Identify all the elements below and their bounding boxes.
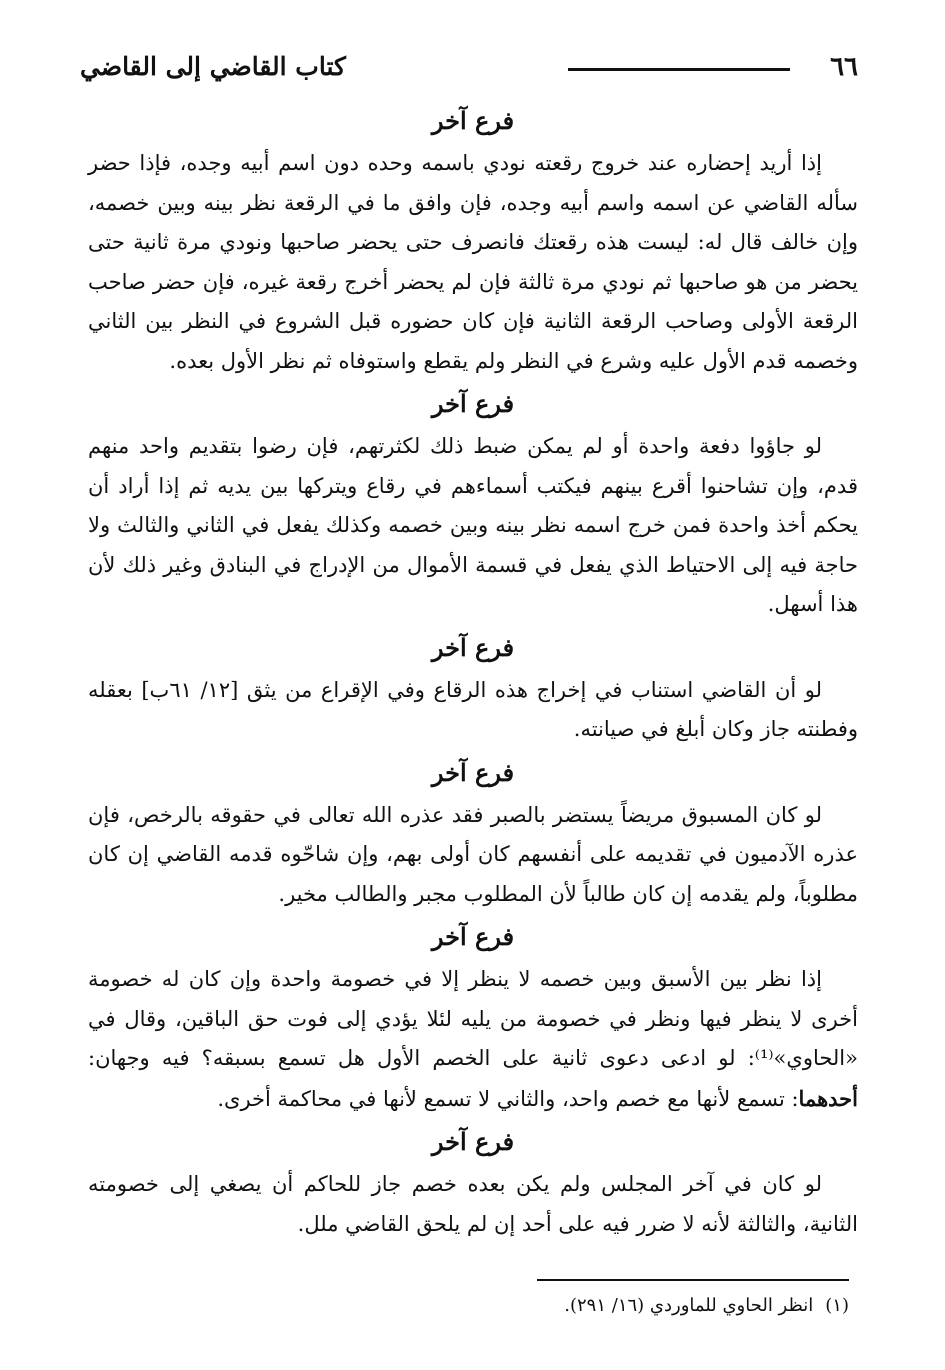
section-paragraph: لو أن القاضي استناب في إخراج هذه الرقاع وفي الإقراع من يثق [١٢/ ٦١ب] بعقله وفطنته جاز وكان أبلغ في صيانته. bbox=[88, 677, 858, 741]
footnote-marker: (١) bbox=[825, 1295, 849, 1316]
section-paragraph bbox=[88, 960, 858, 1119]
section-paragraph: لو جاؤوا دفعة واحدة أو لم يمكن ضبط ذلك لكثرتهم، فإن رضوا بتقديم واحد منهم قدم، وإن تشاحنوا أقرع بينهم فيكتب أسماءهم في رقاع ويتركها بين يديه ثم إذا أراد أن يحكم أخذ واحدة فمن خرج اسمه نظر بينه وبين خصمه وكذلك يفعل في الثاني والثالث ولا حاجة فيه إلى الاحتياط الذي يفعل في قسمة الأموال من الإدراج في البنادق وغير ذلك لأن هذا أسهل. bbox=[88, 434, 858, 616]
section-paragraph: لو كان في آخر المجلس ولم يكن بعده خصم جاز للحاكم أن يصغي إلى خصومته الثانية، والثالثة لأنه لا ضرر فيه على أحد إن لم يلحق القاضي ملل. bbox=[88, 1172, 858, 1236]
section-heading: فرع آخر bbox=[431, 632, 515, 662]
book-title: كتاب القاضي إلى القاضي bbox=[80, 52, 346, 81]
section-heading: فرع آخر bbox=[431, 106, 515, 135]
section-heading: فرع آخر bbox=[431, 757, 515, 787]
section-heading: فرع آخر bbox=[431, 389, 515, 418]
footnote-rule bbox=[537, 1279, 849, 1281]
paragraph-text: إذا نظر بين الأسبق وبين خصمه لا ينظر إلا في خصومة واحدة وإن كان له خصومة أخرى لا ينظر فيها ونظر في خصومة من يليه لئلا يؤدي إلى فوت حق الباقين، وقال في «الحاوي»⁽¹⁾: لو ادعى دعوى ثانية على الخصم الأول هل تسمع بسبقه؟ فيه وجهان: bbox=[88, 967, 858, 1070]
section-heading: فرع آخر bbox=[431, 922, 515, 951]
header-rule bbox=[568, 68, 790, 71]
footnote-text: انظر الحاوي للماوردي (١٦/ ٢٩١). bbox=[564, 1295, 814, 1316]
bold-term: أحدهما bbox=[798, 1085, 858, 1111]
footnote bbox=[109, 1292, 849, 1320]
paragraph-text-continued: : تسمع لأنها مع خصم واحد، والثاني لا تسمع لأنها في محاكمة أخرى. bbox=[217, 1086, 799, 1111]
running-header bbox=[80, 50, 870, 90]
section-paragraph: لو كان المسبوق مريضاً يستضر بالصبر فقد عذره الله تعالى في حقوقه بالرخص، فإن عذره الآدميون في تقديمه على أنفسهم كان أولى بهم، وإن شاحّوه قدمه القاضي إن كان مطلوباً، ولم يقدمه إن كان طالباً لأن المطلوب مجبر والطالب مخير. bbox=[88, 802, 858, 906]
section-paragraph: إذا أريد إحضاره عند خروج رقعته نودي باسمه وحده دون اسم أبيه وجده، فإذا حضر سأله القاضي عن اسمه واسم أبيه وجده، فإن وافق ما في الرقعة نظر بينه وبين خصمه، وإن خالف قال له: ليست هذه رقعتك فانصرف حتى يحضر صاحبها ونودي مرة ثانية حتى يحضر من هو صاحبها ثم نودي مرة ثالثة فإن لم يحضر أخرج رقعة غيره، فإن حضر صاحب الرقعة الأولى وصاحب الرقعة الثانية فإن كان حضوره قبل الشروع في النظر بين الثاني وخصمه قدم الأول عليه وشرع في النظر ولم يقطع واستوفاه ثم نظر الأول بعده. bbox=[88, 151, 858, 373]
page-body bbox=[88, 100, 858, 1248]
page-number: ٦٦ bbox=[830, 52, 858, 82]
section-heading: فرع آخر bbox=[431, 1127, 515, 1156]
